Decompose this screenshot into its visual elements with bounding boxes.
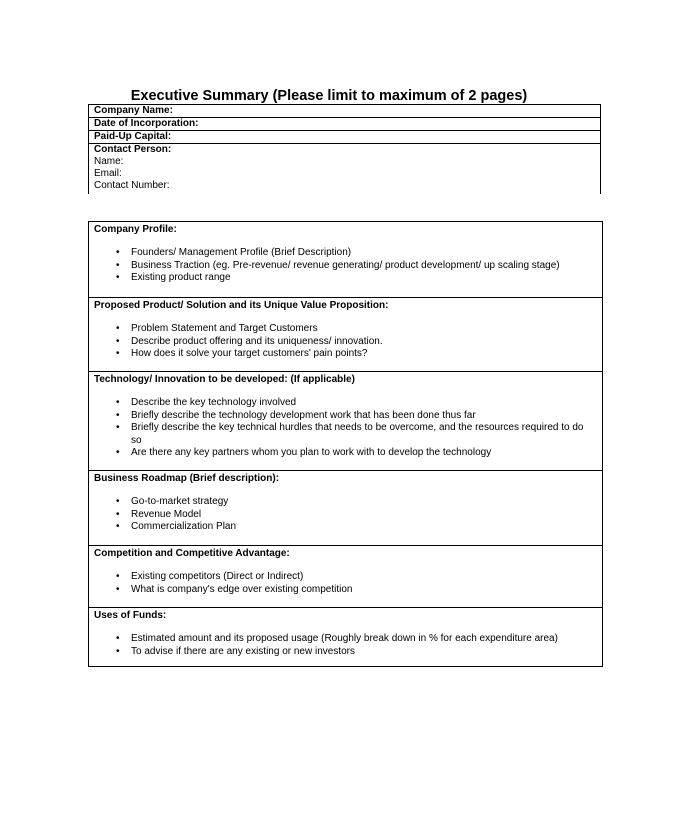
list-item: • What is company's edge over existing competition — [116, 583, 353, 595]
section-title: Uses of Funds: — [94, 610, 167, 621]
bullet-list — [89, 496, 602, 534]
bullet-list — [89, 323, 602, 361]
list-item: • Commercialization Plan — [116, 521, 237, 532]
contact-name-field[interactable]: Name: — [94, 156, 124, 167]
summary-sections-table — [88, 221, 603, 667]
company-name-field[interactable]: Company Name: — [88, 104, 601, 118]
section-technology — [89, 371, 602, 470]
list-item: • Existing competitors (Direct or Indirect) — [116, 571, 304, 582]
list-item: • Describe product offering and its uniqueness/ innovation. — [116, 335, 383, 347]
date-of-incorporation-field[interactable]: Date of Incorporation: — [88, 118, 601, 131]
section-title: Technology/ Innovation to be developed: (If applicable) — [94, 374, 355, 385]
section-title: Business Roadmap (Brief description): — [94, 473, 280, 484]
bullet-list — [89, 247, 602, 285]
contact-person-block — [88, 144, 601, 194]
list-item: • To advise if there are any existing or new investors — [116, 645, 355, 657]
contact-email-field[interactable]: Email: — [94, 168, 122, 179]
company-info-table — [88, 104, 601, 194]
list-item: • Describe the key technology involved — [116, 397, 297, 408]
list-item: • Existing product range — [116, 272, 231, 283]
section-title: Company Profile: — [94, 224, 177, 235]
list-item: • Go-to-market strategy — [116, 496, 229, 507]
section-uses-of-funds — [89, 607, 602, 666]
contact-number-field[interactable]: Contact Number: — [94, 180, 170, 191]
bullet-list — [89, 571, 602, 596]
section-business-roadmap — [89, 470, 602, 545]
list-item: • Founders/ Management Profile (Brief Description) — [116, 247, 352, 258]
list-item: • Estimated amount and its proposed usage (Roughly break down in % for each expenditure area) — [116, 633, 558, 644]
list-item: • Revenue Model — [116, 508, 202, 520]
section-proposed-product — [89, 297, 602, 371]
section-title: Competition and Competitive Advantage: — [94, 548, 290, 559]
section-company-profile — [89, 222, 602, 297]
section-competition — [89, 545, 602, 607]
list-item: • Problem Statement and Target Customers — [116, 323, 318, 334]
paid-up-capital-field[interactable]: Paid-Up Capital: — [88, 131, 601, 144]
contact-person-label: Contact Person: — [94, 144, 172, 155]
bullet-list — [89, 397, 602, 460]
list-item: • How does it solve your target customers' pain points? — [116, 348, 368, 359]
bullet-list — [89, 633, 602, 658]
list-item: • Briefly describe the technology development work that has been done thus far — [116, 409, 476, 421]
list-item: • Briefly describe the key technical hurdles that needs to be overcome, and the resources required to do so — [116, 422, 584, 446]
document-title: Executive Summary (Please limit to maximum of 2 pages) — [130, 88, 528, 104]
list-item: • Business Traction (eg. Pre-revenue/ revenue generating/ product development/ up scaling stage) — [116, 259, 560, 271]
list-item: • Are there any key partners whom you plan to work with to develop the technology — [116, 447, 492, 458]
section-title: Proposed Product/ Solution and its Unique Value Proposition: — [94, 300, 389, 311]
